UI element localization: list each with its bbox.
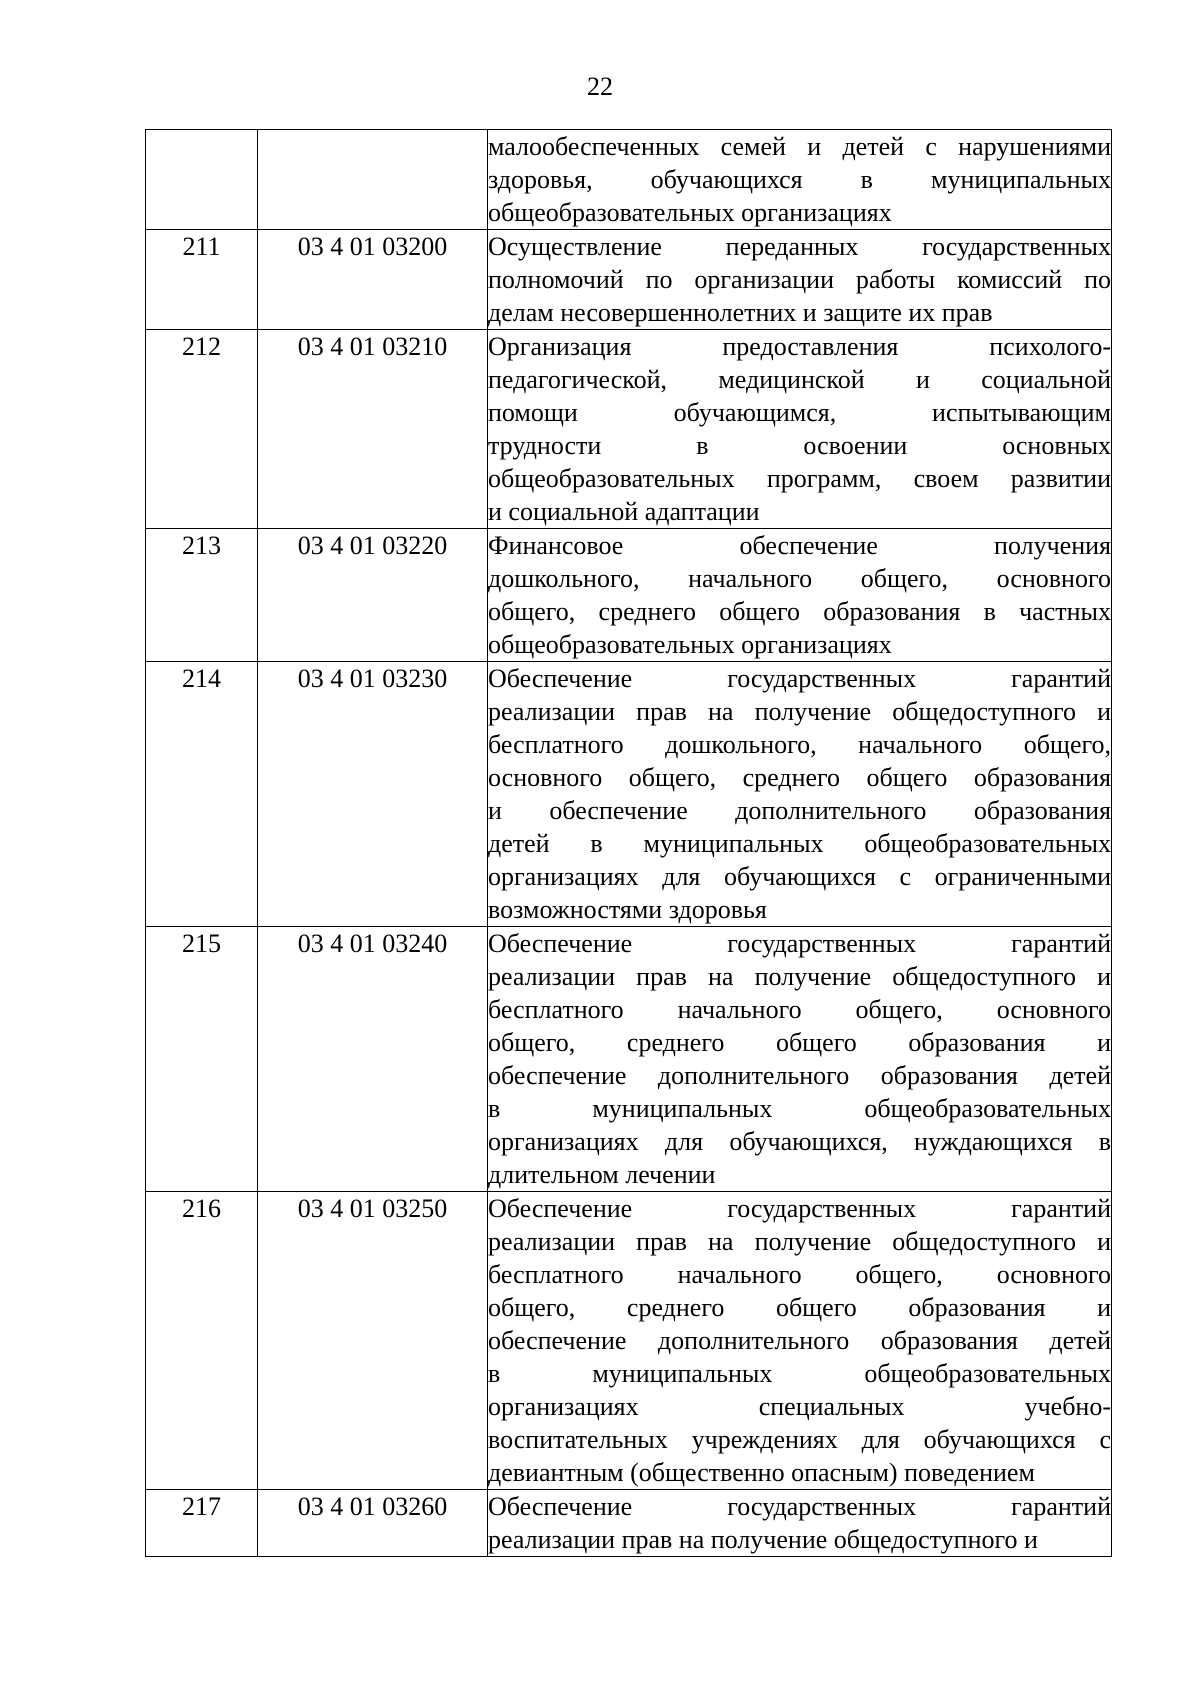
description-line: Обеспечение государственных гарантий [488, 664, 1111, 693]
description-line: общего, среднего общего образования и [488, 1293, 1111, 1322]
description-line: бесплатного начального общего, основного [488, 995, 1111, 1024]
row-number-cell: 213 [146, 529, 258, 662]
classification-code-cell: 03 4 01 03260 [258, 1490, 488, 1557]
description-cell [488, 230, 1112, 330]
row-number-cell: 215 [146, 927, 258, 1192]
classification-code-cell: 03 4 01 03220 [258, 529, 488, 662]
description-line: общеобразовательных программ, своем развитии [488, 464, 1111, 493]
description-line: Осуществление переданных государственных [488, 232, 1111, 261]
classification-code-cell: 03 4 01 03240 [258, 927, 488, 1192]
description-line: общеобразовательных организациях [488, 198, 892, 227]
description-cell [488, 662, 1112, 927]
description-line: реализации прав на получение общедоступного и [488, 962, 1111, 991]
description-line: реализации прав на получение общедоступного и [488, 1227, 1111, 1256]
description-line: и социальной адаптации [488, 497, 760, 526]
description-cell [488, 927, 1112, 1192]
description-line: Организация предоставления психолого- [488, 332, 1111, 361]
description-line: реализации прав на получение общедоступного и [488, 697, 1111, 726]
classification-code-cell: 03 4 01 03250 [258, 1192, 488, 1490]
table-row [146, 230, 1112, 330]
description-line: здоровья, обучающихся в муниципальных [488, 165, 1111, 194]
table-row [146, 1192, 1112, 1490]
description-line: дошкольного, начального общего, основного [488, 564, 1111, 593]
description-line: длительном лечении [488, 1160, 716, 1189]
description-line: реализации прав на получение общедоступного и [488, 1525, 1038, 1554]
table-row [146, 330, 1112, 529]
description-cell [488, 1490, 1112, 1557]
row-number-cell: 212 [146, 330, 258, 529]
description-line: Обеспечение государственных гарантий [488, 929, 1111, 958]
table-row [146, 927, 1112, 1192]
budget-classification-table [145, 129, 1112, 1557]
description-line: обеспечение дополнительного образования детей [488, 1061, 1111, 1090]
row-number-cell: 214 [146, 662, 258, 927]
description-line: общего, среднего общего образования в частных [488, 597, 1111, 626]
description-line: бесплатного начального общего, основного [488, 1260, 1111, 1289]
description-line: основного общего, среднего общего образования [488, 763, 1111, 792]
description-line: Финансовое обеспечение получения [488, 531, 1111, 560]
description-line: помощи обучающимся, испытывающим [488, 398, 1111, 427]
description-cell [488, 529, 1112, 662]
table-row [146, 529, 1112, 662]
table-row [146, 130, 1112, 230]
description-line: трудности в освоении основных [488, 431, 1111, 460]
description-line: организациях для обучающихся с ограниченными [488, 862, 1111, 891]
description-line: общего, среднего общего образования и [488, 1028, 1111, 1057]
description-line: общеобразовательных организациях [488, 630, 892, 659]
row-number-cell [146, 130, 258, 230]
description-cell [488, 1192, 1112, 1490]
description-cell [488, 330, 1112, 529]
classification-code-cell: 03 4 01 03210 [258, 330, 488, 529]
row-number-cell: 211 [146, 230, 258, 330]
classification-code-cell: 03 4 01 03230 [258, 662, 488, 927]
description-line: в муниципальных общеобразовательных [488, 1094, 1111, 1123]
row-number-cell: 217 [146, 1490, 258, 1557]
classification-code-cell: 03 4 01 03200 [258, 230, 488, 330]
description-line: и обеспечение дополнительного образования [488, 796, 1111, 825]
description-line: в муниципальных общеобразовательных [488, 1359, 1111, 1388]
description-line: детей в муниципальных общеобразовательных [488, 829, 1111, 858]
table-body [146, 130, 1112, 1557]
description-line: делам несовершеннолетних и защите их прав [488, 298, 993, 327]
description-line: Обеспечение государственных гарантий [488, 1492, 1111, 1521]
description-line: полномочий по организации работы комиссий по [488, 265, 1111, 294]
table-row [146, 662, 1112, 927]
description-line: бесплатного дошкольного, начального общего, [488, 730, 1111, 759]
description-line: возможностями здоровья [488, 895, 767, 924]
description-line: девиантным (общественно опасным) поведением [488, 1458, 1035, 1487]
classification-code-cell [258, 130, 488, 230]
description-cell [488, 130, 1112, 230]
row-number-cell: 216 [146, 1192, 258, 1490]
description-line: воспитательных учреждениях для обучающихся с [488, 1425, 1111, 1454]
description-line: малообеспеченных семей и детей с нарушениями [488, 132, 1111, 161]
description-line: организациях специальных учебно- [488, 1392, 1111, 1421]
description-line: обеспечение дополнительного образования детей [488, 1326, 1111, 1355]
description-line: педагогической, медицинской и социальной [488, 365, 1111, 394]
description-line: организациях для обучающихся, нуждающихся в [488, 1127, 1111, 1156]
table-row [146, 1490, 1112, 1557]
description-line: Обеспечение государственных гарантий [488, 1194, 1111, 1223]
page-number: 22 [587, 72, 613, 101]
